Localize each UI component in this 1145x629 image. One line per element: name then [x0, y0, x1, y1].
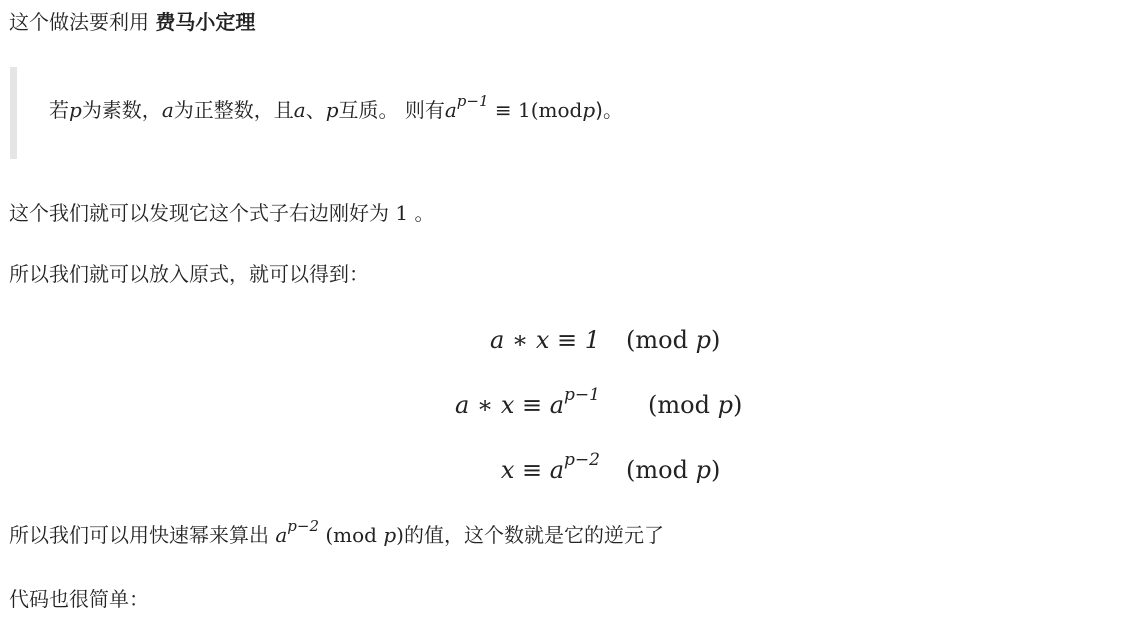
- quote-var-p-3: p: [582, 98, 596, 122]
- equation-2-lhs: [400, 385, 600, 428]
- para3-exponent: p−2: [287, 517, 320, 535]
- para3-text: 所以我们可以用快速幂来算出: [9, 523, 276, 547]
- mod-close: ): [732, 391, 743, 419]
- equation-2: [0, 385, 1145, 425]
- para3-mod-var: p: [383, 523, 397, 547]
- para3-base: a: [275, 523, 288, 547]
- equation-1-lhs: [400, 320, 600, 360]
- blockquote-bar: [10, 67, 17, 159]
- paragraph-fast-power: [9, 517, 664, 551]
- quote-var-p: p: [69, 98, 82, 122]
- equation-1-mod: [626, 320, 720, 360]
- mod-word: (mod: [626, 326, 696, 354]
- intro-text: 这个做法要利用: [9, 10, 156, 34]
- mod-close: ): [710, 456, 721, 484]
- quote-text-5: 互质。 则有: [338, 98, 445, 122]
- quote-text-4: 、: [305, 98, 326, 122]
- quote-var-a: a: [161, 98, 174, 122]
- equation-3-lhs: [400, 450, 600, 493]
- quote-var-p-2: p: [325, 98, 339, 122]
- mod-var: p: [695, 326, 711, 354]
- equation-2-expr: a ∗ x ≡ a: [454, 391, 565, 419]
- quote-var-a-3: a: [444, 98, 457, 122]
- equation-3-mod: [626, 450, 720, 490]
- paragraph-code-intro: [9, 585, 149, 613]
- blockquote-text: [49, 92, 623, 127]
- equation-1-expr: a ∗ x ≡ 1: [489, 326, 600, 354]
- mod-close: ): [710, 326, 721, 354]
- paragraph-substitute: [9, 260, 369, 288]
- quote-relation: ≡ 1(mod: [488, 98, 583, 122]
- para3-end: 的值，这个数就是它的逆元了: [403, 523, 664, 547]
- para3-mod-open: (mod: [319, 523, 384, 547]
- mod-word: (mod: [626, 456, 696, 484]
- quote-var-a-2: a: [293, 98, 306, 122]
- equation-3-expr: x ≡ a: [500, 456, 565, 484]
- equation-3: [0, 450, 1145, 490]
- equation-1: [0, 320, 1145, 360]
- quote-text-3: 为正整数，且: [173, 98, 294, 122]
- quote-exponent: p−1: [456, 92, 489, 110]
- para1-number: 1: [395, 201, 409, 225]
- paragraph-right-side: [9, 199, 434, 227]
- intro-line: [9, 8, 255, 36]
- para1-text: 这个我们就可以发现它这个式子右边刚好为: [9, 201, 396, 225]
- para3-mod-close: ): [396, 523, 404, 547]
- mod-var: p: [695, 456, 711, 484]
- para1-end: 。: [408, 201, 435, 225]
- quote-text-1: 若: [49, 98, 69, 122]
- mod-var: p: [717, 391, 733, 419]
- quote-text-6: )。: [595, 98, 623, 122]
- quote-text-2: 为素数，: [81, 98, 162, 122]
- mod-word: (mod: [648, 391, 718, 419]
- equation-3-exponent: p−2: [564, 450, 600, 470]
- para2-text: 所以我们就可以放入原式，就可以得到：: [9, 262, 369, 286]
- para4-text: 代码也很简单：: [9, 587, 149, 611]
- theorem-name: 费马小定理: [155, 10, 256, 34]
- equation-2-exponent: p−1: [564, 385, 600, 405]
- equation-2-mod: [648, 385, 742, 425]
